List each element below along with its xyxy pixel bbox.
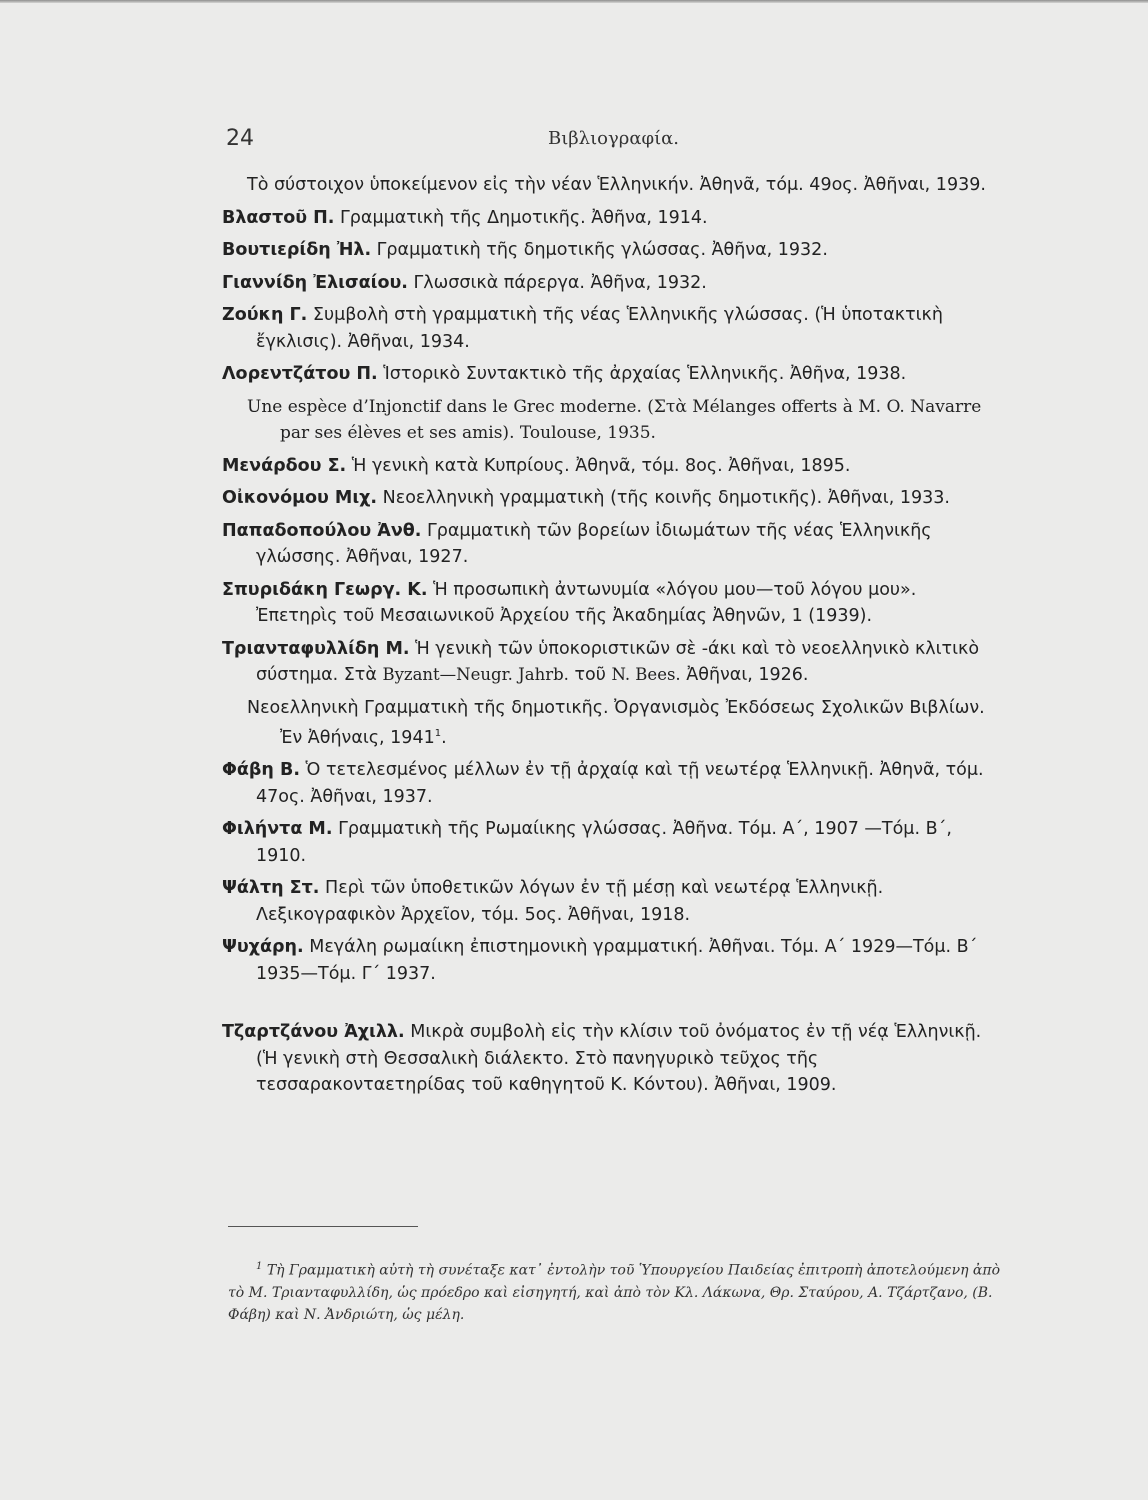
bibliography-entry xyxy=(222,237,997,264)
entry-author: Βουτιερίδη Ἠλ. xyxy=(222,240,372,260)
entry-text-end: . xyxy=(441,727,447,748)
entry-author: Λορεντζάτου Π. xyxy=(222,364,378,384)
entry-author: Φιλήντα Μ. xyxy=(222,819,333,840)
bibliography-entry xyxy=(222,636,997,689)
entry-text-after: τοῦ xyxy=(574,665,606,685)
entry-text: Γραμματικὴ τῆς Ρωμαίικης γλώσσας. Ἀθῆνα. Τόμ. Α΄, 1907 —Τόμ. Β΄, 1910. xyxy=(256,819,952,866)
entry-text: Ἡ προσωπικὴ ἀντωνυμία «λόγου μου—τοῦ λόγου μου». Ἐπετηρὶς τοῦ Μεσαιωνικοῦ Ἀρχείου τῆς Ἀκαδημίας Ἀθηνῶν, 1 (1939). xyxy=(256,579,917,626)
footnote-text: Τὴ Γραμματικὴ αὐτὴ τὴ συνέταξε κατ᾽ ἐντολὴν τοῦ Ὑπουργείου Παιδείας ἐπιτροπὴ ἀποτελούμενη ἀπὸ τὸ Μ. Τριανταφυλλίδη, ὡς πρόεδρο καὶ εἰσηγητή, καὶ ἀπὸ τὸν Κλ. Λάκωνα, Θρ. Σταύρου, Α. Τζάρτζανο, (Β. Φάβη) καὶ Ν. Ἀνδριώτη, ὡς μέλη. xyxy=(228,1262,1000,1323)
bibliography-entry xyxy=(222,361,997,388)
entry-author: Ψάλτη Στ. xyxy=(222,878,320,899)
entry-author: Σπυριδάκη Γεωργ. Κ. xyxy=(222,579,428,600)
entry-text: Γραμματικὴ τῆς δημοτικῆς γλώσσας. Ἀθῆνα, 1932. xyxy=(376,240,828,260)
entry-text: Τὸ σύστοιχον ὑποκείμενον εἰς τὴν νέαν Ἑλληνικήν. Ἀθηνᾶ, τόμ. 49ος. Ἀθῆναι, 1939. xyxy=(247,175,986,195)
bibliography-entry xyxy=(222,172,997,199)
bibliography-entry xyxy=(222,453,997,480)
bibliography-entry xyxy=(222,816,997,869)
page-number: 24 xyxy=(226,126,254,151)
entry-author: Μενάρδου Σ. xyxy=(222,455,347,476)
bibliography-entry xyxy=(222,875,997,928)
entry-text: Γραμματικὴ τῆς Δημοτικῆς. Ἀθῆνα, 1914. xyxy=(340,207,708,228)
bibliography-entry xyxy=(222,205,997,232)
page-top-border xyxy=(0,0,1148,3)
entry-text: Ἱστορικὸ Συντακτικὸ τῆς ἀρχαίας Ἑλληνικῆς. Ἀθῆνα, 1938. xyxy=(383,364,907,384)
bibliography-entry xyxy=(222,695,997,752)
entry-author: Γιαννίδη Ἐλισαίου. xyxy=(222,272,408,293)
page-header xyxy=(226,126,1001,156)
bibliography-entry xyxy=(222,485,997,512)
entry-text: Ἡ γενικὴ κατὰ Κυπρίους. Ἀθηνᾶ, τόμ. 8ος. Ἀθῆναι, 1895. xyxy=(351,455,851,476)
running-title: Βιβλιογραφία. xyxy=(547,128,680,149)
entry-author: Τριανταφυλλίδη Μ. xyxy=(222,638,410,659)
entry-author: Βλαστοῦ Π. xyxy=(222,207,335,228)
entry-text-latin: Byzant—Neugr. Jahrb. xyxy=(382,665,569,684)
entry-text: Μεγάλη ρωμαίικη ἐπιστημονικὴ γραμματική. Ἀθῆναι. Τόμ. Α΄ 1929—Τόμ. Β΄ 1935—Τόμ. Γ΄ 1937. xyxy=(256,937,978,984)
entry-text: Νεοελληνικὴ Γραμματικὴ τῆς δημοτικῆς. Ὀργανισμὸς Ἐκδόσεως Σχολικῶν Βιβλίων. Ἐν Ἀθήναις, 1941 xyxy=(247,697,985,748)
entry-text: Ἡ γενικὴ τῶν ὑποκοριστικῶν σὲ -άκι καὶ τὸ νεοελληνικὸ κλιτικὸ σύστημα. Στὰ xyxy=(256,638,980,685)
bibliography-entry xyxy=(222,394,997,447)
entry-author: Οἰκονόμου Μιχ. xyxy=(222,488,378,508)
bibliography-entry xyxy=(222,934,997,987)
entry-author: Φάβη Β. xyxy=(222,760,300,781)
footnote-reference: 1 xyxy=(434,728,442,739)
entry-text-end: Ἀθῆναι, 1926. xyxy=(686,665,809,685)
footnote xyxy=(228,1256,1005,1326)
entry-text-latin: N. Bees. xyxy=(611,665,681,684)
bibliography-entry xyxy=(222,1019,997,1099)
entry-text: Περὶ τῶν ὑποθετικῶν λόγων ἐν τῇ μέσῃ καὶ νεωτέρᾳ Ἑλληνικῇ. Λεξικογραφικὸν Ἀρχεῖον, τόμ. 5ος. Ἀθῆναι, 1918. xyxy=(256,878,884,925)
entry-author: Τζαρτζάνου Ἀχιλλ. xyxy=(222,1022,405,1043)
entry-text: Ὁ τετελεσμένος μέλλων ἐν τῇ ἀρχαίᾳ καὶ τῇ νεωτέρᾳ Ἑλληνικῇ. Ἀθηνᾶ, τόμ. 47ος. Ἀθῆναι, 1937. xyxy=(256,760,984,807)
entry-author: Ζούκη Γ. xyxy=(222,305,308,325)
entry-text: Μικρὰ συμβολὴ εἰς τὴν κλίσιν τοῦ ὀνόματος ἐν τῇ νέᾳ Ἑλληνικῇ. (Ἡ γενικὴ στὴ Θεσσαλικὴ διάλεκτο. Στὸ πανηγυρικὸ τεῦχος τῆς τεσσαρακονταετηρίδας τοῦ καθηγητοῦ Κ. Κόντου). Ἀθῆναι, 1909. xyxy=(256,1022,982,1096)
entry-text: Νεοελληνικὴ γραμματικὴ (τῆς κοινῆς δημοτικῆς). Ἀθῆναι, 1933. xyxy=(382,488,950,508)
entry-text: Συμβολὴ στὴ γραμματικὴ τῆς νέας Ἑλληνικῆς γλώσσας. (Ἡ ὑποτακτικὴ ἔγκλισις). Ἀθῆναι, 1934. xyxy=(256,305,943,352)
bibliography-entry xyxy=(222,270,997,297)
entry-text: Une espèce d’Injonctif dans le Grec moderne. (Στὰ Mélanges offerts à M. O. Navarre par ses élèves et ses amis). Toulouse, 1935. xyxy=(247,396,982,443)
bibliography-list xyxy=(222,172,997,1105)
footnote-divider xyxy=(228,1226,418,1227)
bibliography-entry xyxy=(222,518,997,571)
footnote-marker: 1 xyxy=(256,1261,263,1272)
bibliography-entry xyxy=(222,302,997,355)
bibliography-entry xyxy=(222,757,997,810)
entry-author: Παπαδοπούλου Ἀνθ. xyxy=(222,520,422,541)
entry-text: Γραμματικὴ τῶν βορείων ἰδιωμάτων τῆς νέας Ἑλληνικῆς γλώσσης. Ἀθῆναι, 1927. xyxy=(256,520,932,567)
bibliography-entry xyxy=(222,577,997,630)
entry-author: Ψυχάρη. xyxy=(222,937,304,958)
entry-text: Γλωσσικὰ πάρεργα. Ἀθῆνα, 1932. xyxy=(413,272,707,293)
